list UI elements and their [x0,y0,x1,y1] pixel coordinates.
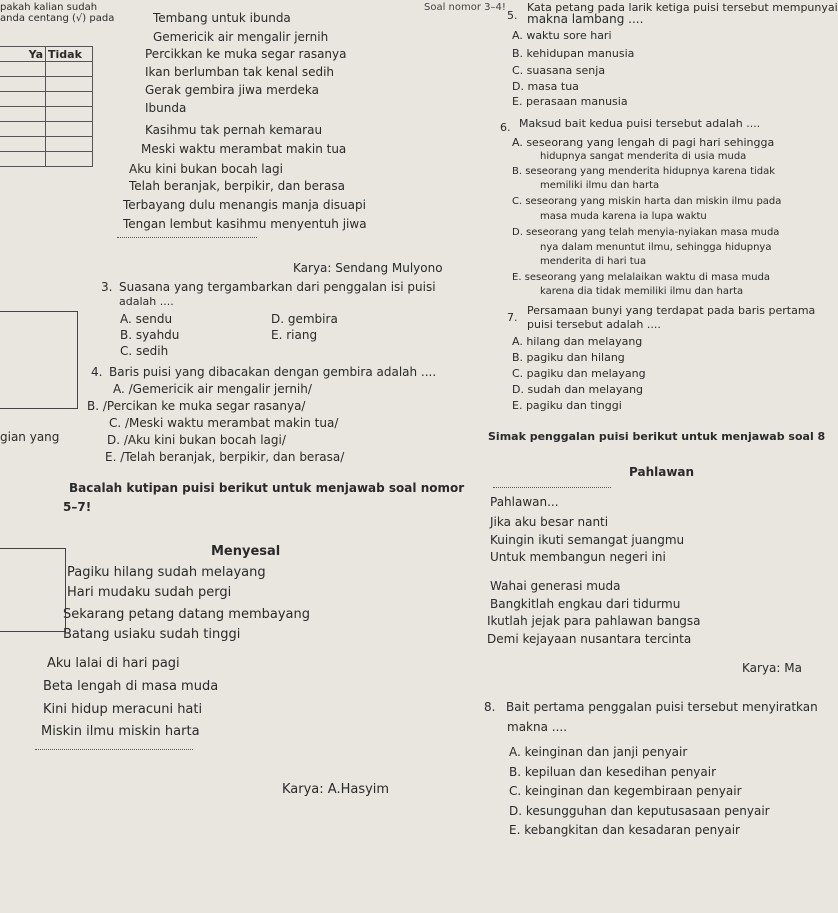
poem1-line: Terbayang dulu menangis manja disuapi [123,198,366,212]
poem1-line: Kasihmu tak pernah kemarau [145,123,323,137]
q6-option-cont: nya dalam menuntut ilmu, sehingga hidupnya [540,242,772,253]
q7-text: puisi tersebut adalah .... [527,318,661,331]
blank-caption: gian yang [0,430,60,444]
q3-text: adalah .... [119,295,174,308]
cut-header: Soal nomor 3–4! [424,2,506,13]
q5-number: 5. [507,9,518,22]
q8-option[interactable]: E. kebangkitan dan kesadaran penyair [509,823,740,837]
poem2-line: Aku lalai di hari pagi [47,656,180,671]
poem2-line: Sekarang petang datang membayang [63,607,310,622]
q3-option[interactable]: E. riang [271,328,318,342]
q5-option[interactable]: D. masa tua [512,80,579,93]
left-box2-bottom [0,631,66,632]
q6-option[interactable]: D. seseorang yang telah menyia-nyiakan masa muda [512,227,780,238]
q5-text: makna lambang .... [527,12,644,26]
poem3-line: Demi kejayaan nusantara tercinta [487,632,692,646]
poem3-line: Kuingin ikuti semangat juangmu [490,533,685,547]
q8-text: Bait pertama penggalan puisi tersebut menyiratkan [506,700,818,714]
col-tidak: Tidak [46,47,93,62]
q7-option[interactable]: C. pagiku dan melayang [512,367,646,380]
left-box-top [0,311,78,312]
q8-text: makna .... [507,720,568,734]
poem3-line: Jika aku besar nanti [490,515,609,529]
poem1-line: Meski waktu merambat makin tua [141,142,347,156]
q5-option[interactable]: B. kehidupan manusia [512,47,635,60]
checklist-table [0,46,93,167]
poem1-line: Gerak gembira jiwa merdeka [145,83,320,97]
poem1-line: Percikkan ke muka segar rasanya [145,47,347,61]
q7-option[interactable]: A. hilang dan melayang [512,335,643,348]
left-box-side [77,311,78,409]
poem2-author: Karya: A.Hasyim [282,782,390,797]
q3-text: Suasana yang tergambarkan dari penggalan isi puisi [119,280,436,294]
q4-option[interactable]: E. /Telah beranjak, berpikir, dan berasa/ [105,450,345,464]
q7-option[interactable]: D. sudah dan melayang [512,383,644,396]
q4-number: 4. [91,365,103,379]
q8-option[interactable]: C. keinginan dan kegembiraan penyair [509,784,742,798]
poem2-line: Hari mudaku sudah pergi [67,585,232,600]
q7-option[interactable]: E. pagiku dan tinggi [512,399,622,412]
poem2-line: Kini hidup meracuni hati [43,702,203,717]
left-box2-top [0,548,66,549]
instruction-5-7: Bacalah kutipan puisi berikut untuk menjawab soal nomor [69,481,465,495]
poem3-line: Untuk membangun negeri ini [490,550,666,564]
q4-option[interactable]: C. /Meski waktu merambat makin tua/ [109,416,339,430]
q8-option[interactable]: B. kepiluan dan kesedihan penyair [509,765,717,779]
q5-option[interactable]: E. perasaan manusia [512,95,628,108]
q4-option[interactable]: B. /Percikan ke muka segar rasanya/ [87,399,306,413]
q7-number: 7. [507,311,518,324]
q7-text: Persamaan bunyi yang terdapat pada baris pertama [527,304,816,317]
q3-option[interactable]: C. sedih [120,344,169,358]
poem3-title: Pahlawan [629,465,695,479]
poem1-line: Aku kini bukan bocah lagi [129,162,283,176]
q6-text: Maksud bait kedua puisi tersebut adalah .... [519,117,761,130]
q6-number: 6. [500,121,511,134]
q3-option[interactable]: D. gembira [271,312,338,326]
col-ya: Ya [0,47,46,62]
poem2-line: Pagiku hilang sudah melayang [67,565,266,580]
poem1-line: Tengan lembut kasihmu menyentuh jiwa [123,217,367,231]
poem1-line: Ibunda [145,101,187,115]
q3-option[interactable]: B. syahdu [120,328,180,342]
corner-text-2: anda centang (√) pada [0,13,115,24]
q3-number: 3. [101,280,113,294]
q3-option[interactable]: A. sendu [120,312,173,326]
q8-option[interactable]: D. kesungguhan dan keputusasaan penyair [509,804,770,818]
poem2-line: Batang usiaku sudah tinggi [63,627,241,642]
divider [117,237,257,238]
divider [493,487,611,488]
q6-option-cont: memiliki ilmu dan harta [540,180,660,191]
poem1-line: Tembang untuk ibunda [153,11,291,25]
left-box-bottom [0,408,78,409]
q6-option-cont: menderita di hari tua [540,256,647,267]
poem2-line: Miskin ilmu miskin harta [41,724,200,739]
poem2-line: Beta lengah di masa muda [43,679,219,694]
poem3-line: Bangkitlah engkau dari tidurmu [490,597,681,611]
poem2-title: Menyesal [211,544,281,559]
poem1-author: Karya: Sendang Mulyono [293,261,443,275]
q6-option-cont: masa muda karena ia lupa waktu [540,211,707,222]
q5-option[interactable]: C. suasana senja [512,64,606,77]
q8-option[interactable]: A. keinginan dan janji penyair [509,745,688,759]
q6-option-cont: hidupnya sangat menderita di usia muda [540,151,747,162]
poem3-line: Wahai generasi muda [490,579,621,593]
q4-text: Baris puisi yang dibacakan dengan gembira adalah .... [109,365,437,379]
q5-option[interactable]: A. waktu sore hari [512,29,612,42]
q7-option[interactable]: B. pagiku dan hilang [512,351,625,364]
instruction-8: Simak penggalan puisi berikut untuk menjawab soal 8 [488,430,826,443]
q4-option[interactable]: A. /Gemericik air mengalir jernih/ [113,382,312,396]
q6-option[interactable]: B. seseorang yang menderita hidupnya karena tidak [512,166,776,177]
poem1-line: Ikan berlumban tak kenal sedih [145,65,335,79]
poem3-line: Ikutlah jejak para pahlawan bangsa [487,614,701,628]
poem1-line: Gemericik air mengalir jernih [153,30,329,44]
poem3-line: Pahlawan... [490,495,559,509]
q4-option[interactable]: D. /Aku kini bukan bocah lagi/ [107,433,286,447]
q5-text: Kata petang pada larik ketiga puisi tersebut mempunyai [527,1,838,14]
instruction-5-7-range: 5–7! [63,500,92,514]
q6-option-cont: karena dia tidak memiliki ilmu dan harta [540,286,744,297]
corner-text-1: pakah kalian sudah [0,2,98,13]
q6-option[interactable]: A. seseorang yang lengah di pagi hari sehingga [512,136,775,149]
poem1-line: Telah beranjak, berpikir, dan berasa [129,179,345,193]
poem3-author: Karya: Ma [742,661,802,675]
q8-number: 8. [484,700,496,714]
divider [35,749,193,750]
q6-option[interactable]: C. seseorang yang miskin harta dan miskin ilmu pada [512,196,782,207]
q6-option[interactable]: E. seseorang yang melalaikan waktu di masa muda [512,272,771,283]
